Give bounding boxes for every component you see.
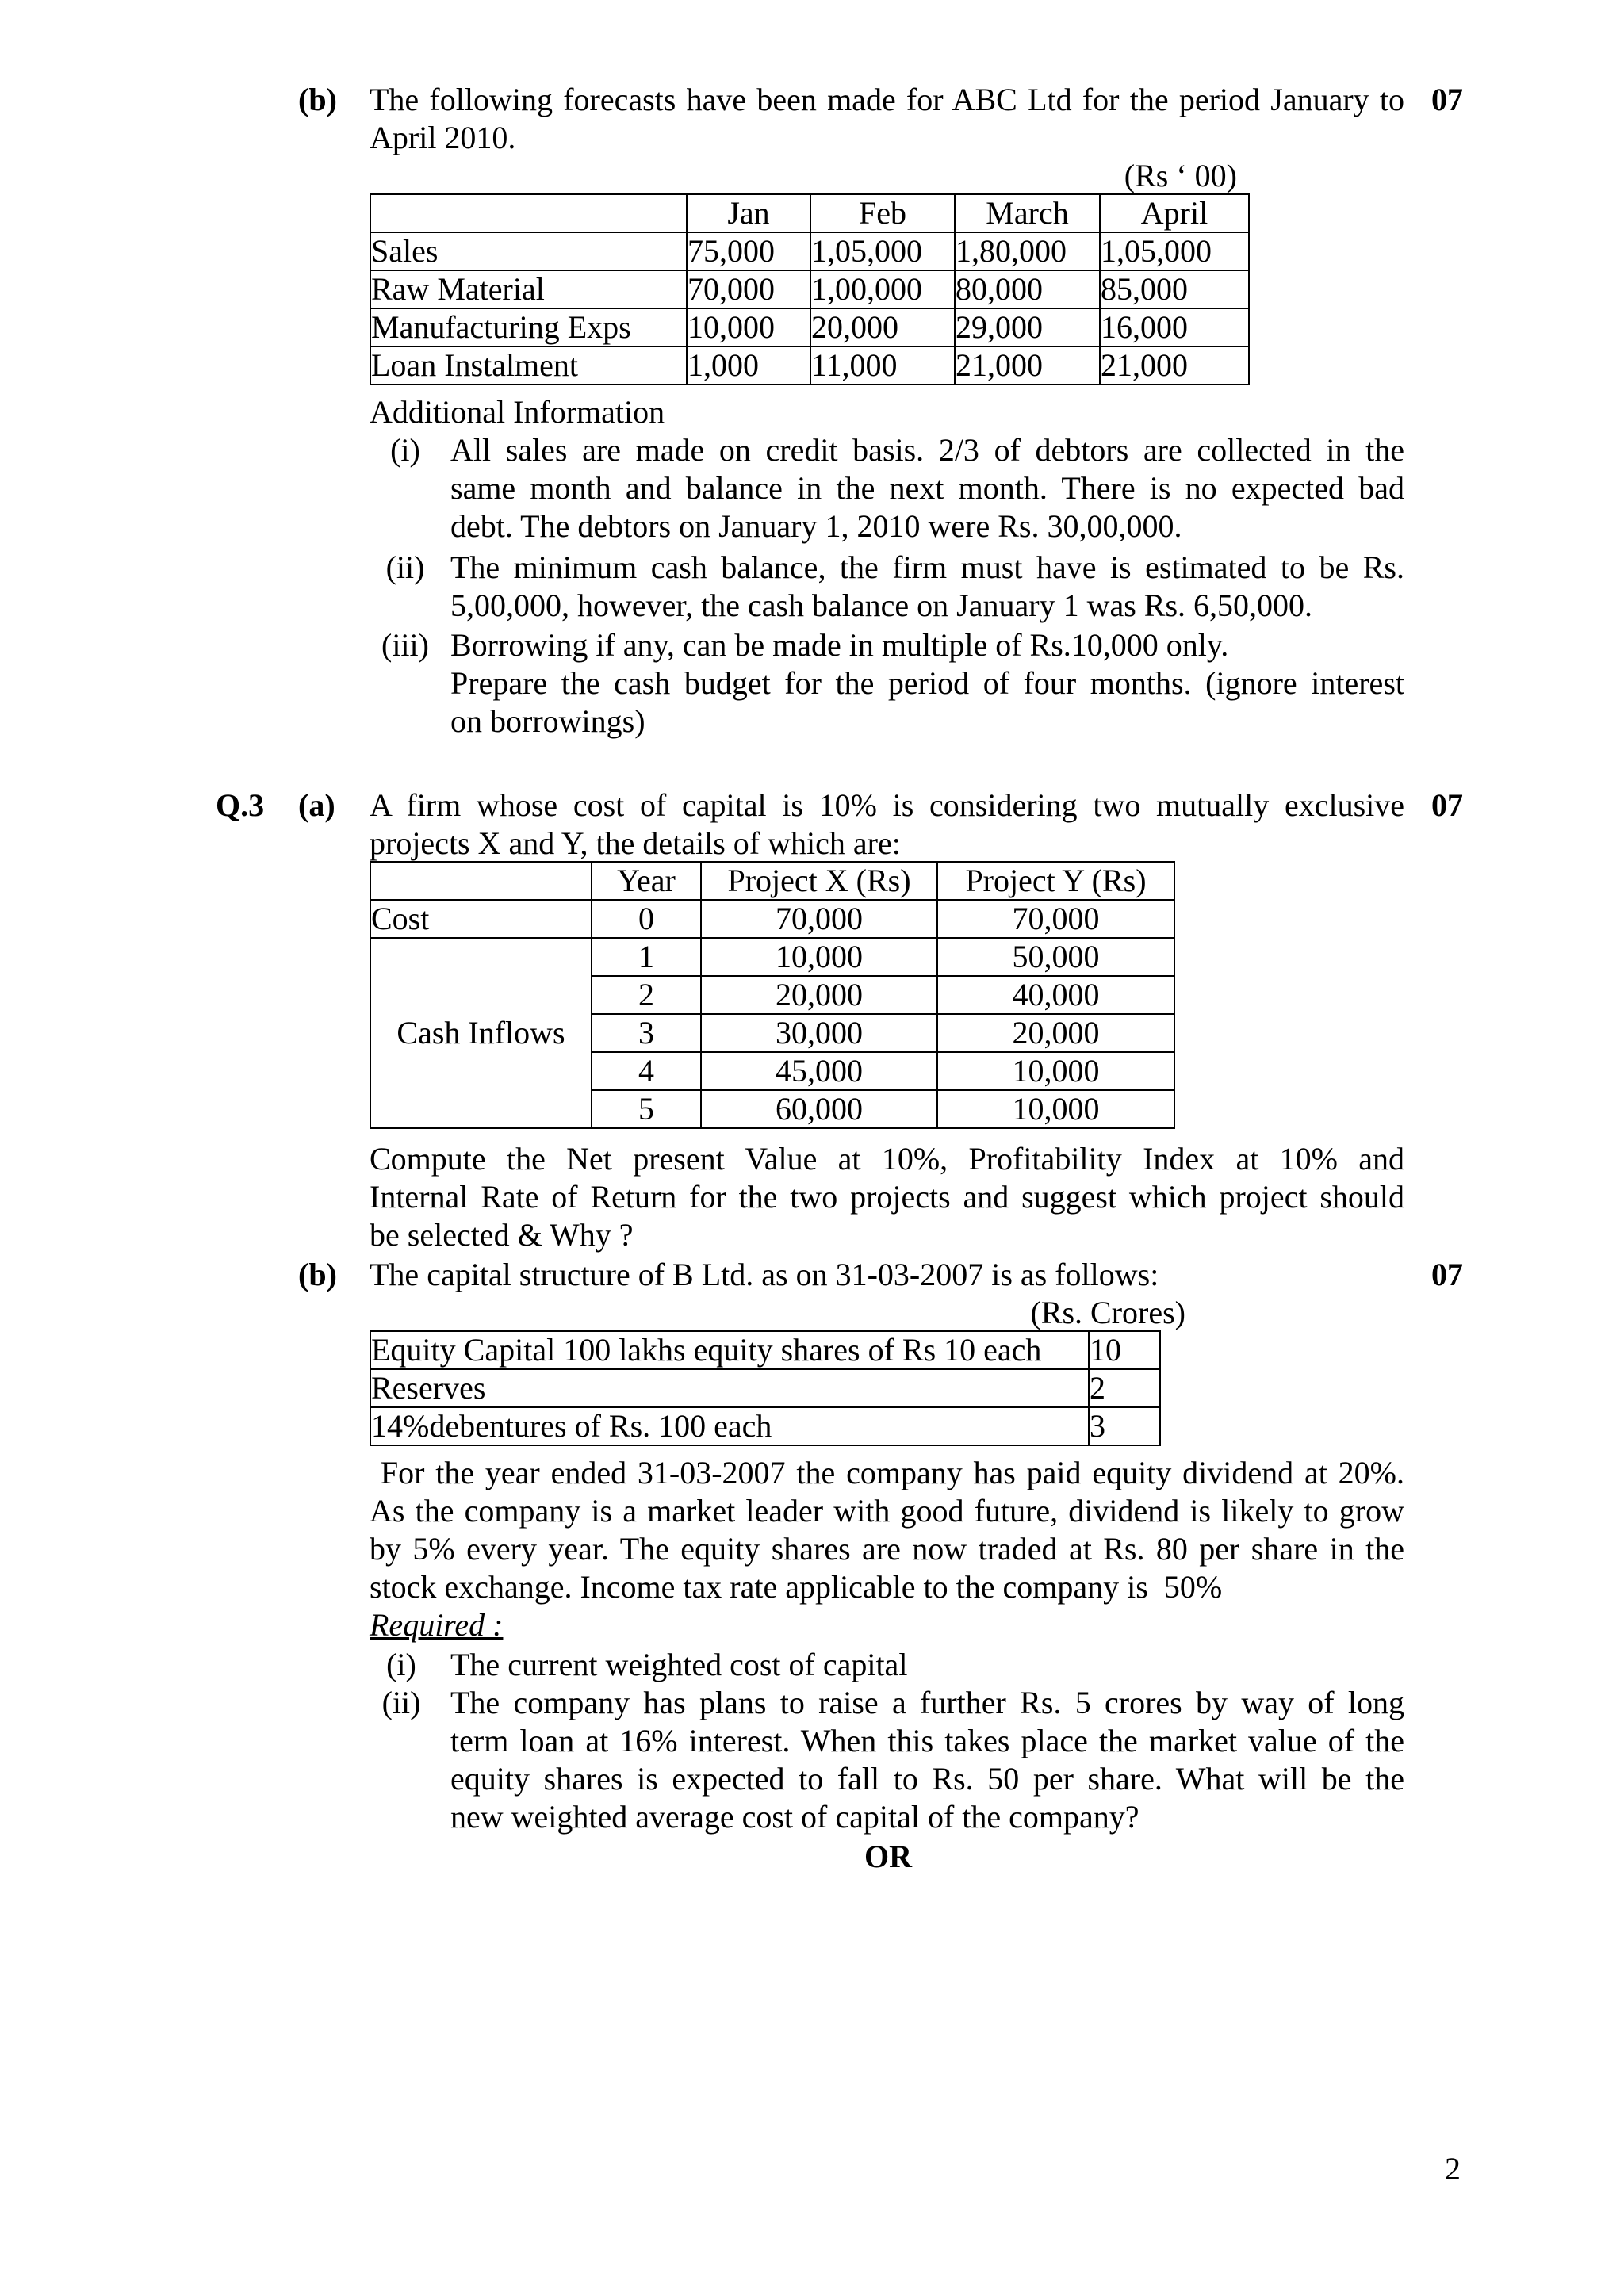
projects-header-cell: Year	[592, 862, 701, 900]
projects-cell: 70,000	[937, 900, 1174, 938]
forecast-header-row	[370, 194, 1249, 232]
q2b-unit: (Rs ‘ 00)	[1124, 158, 1237, 193]
cash-inflows-label: Cash Inflows	[370, 938, 592, 1128]
q3a-question-line: Compute the Net present Value at 10%, Profitability Index at 10% and	[370, 1141, 1404, 1177]
q3a-marks: 07	[1431, 787, 1463, 823]
projects-cell: 2	[592, 976, 701, 1014]
forecast-cell: 1,05,000	[810, 232, 955, 270]
forecast-row	[370, 270, 1249, 308]
projects-cell: 20,000	[937, 1014, 1174, 1052]
item-line: 5,00,000, however, the cash balance on January 1 was Rs. 6,50,000.	[450, 587, 1313, 623]
forecast-cell: 11,000	[810, 346, 955, 385]
q3a-label: (a)	[298, 787, 335, 823]
projects-cell: 1	[592, 938, 701, 976]
forecast-cell: 1,80,000	[955, 232, 1100, 270]
forecast-cell: 1,05,000	[1100, 232, 1249, 270]
projects-cell: 4	[592, 1052, 701, 1090]
q3b-para-line: by 5% every year. The equity shares are now traded at Rs. 80 per share in the	[370, 1531, 1404, 1567]
q2b-intro-line2: April 2010.	[370, 120, 516, 155]
projects-cost-row	[370, 900, 1174, 938]
forecast-header-cell: March	[955, 194, 1100, 232]
q3b-para-line: For the year ended 31-03-2007 the company has paid equity dividend at 20%.	[370, 1455, 1404, 1490]
forecast-row	[370, 346, 1249, 385]
projects-table	[370, 861, 1175, 1129]
additional-info-title: Additional Information	[370, 394, 665, 430]
forecast-cell: 29,000	[955, 308, 1100, 346]
item-line: Borrowing if any, can be made in multiple of Rs.10,000 only.	[450, 627, 1229, 663]
forecast-header-cell: April	[1100, 194, 1249, 232]
q2b-label: (b)	[298, 82, 337, 117]
q3a-intro-line1: A firm whose cost of capital is 10% is considering two mutually exclusive	[370, 787, 1404, 823]
q2b-intro-line1: The following forecasts have been made for ABC Ltd for the period January to	[370, 82, 1404, 117]
projects-cell: 5	[592, 1090, 701, 1128]
forecast-header-cell: Jan	[687, 194, 810, 232]
projects-inflow-row	[370, 938, 1174, 976]
forecast-row	[370, 232, 1249, 270]
forecast-row	[370, 308, 1249, 346]
capital-row	[370, 1331, 1160, 1369]
forecast-cell: 21,000	[955, 346, 1100, 385]
projects-cell: 50,000	[937, 938, 1174, 976]
req-item-number: (i)	[386, 1647, 416, 1682]
projects-cell: 30,000	[701, 1014, 937, 1052]
q3b-unit: (Rs. Crores)	[1030, 1295, 1185, 1330]
projects-cell: 60,000	[701, 1090, 937, 1128]
projects-header-cell: Project X (Rs)	[701, 862, 937, 900]
q3a-question-line: Internal Rate of Return for the two projects and suggest which project should	[370, 1179, 1404, 1215]
q3b-para-line: stock exchange. Income tax rate applicable to the company is 50%	[370, 1569, 1223, 1605]
req-item-line: new weighted average cost of capital of the company?	[450, 1799, 1139, 1835]
projects-cell: 40,000	[937, 976, 1174, 1014]
item-line: All sales are made on credit basis. 2/3 of debtors are collected in the	[450, 432, 1404, 468]
projects-cell: 10,000	[937, 1090, 1174, 1128]
item-line: debt. The debtors on January 1, 2010 were Rs. 30,00,000.	[450, 508, 1182, 544]
item-line: same month and balance in the next month. There is no expected bad	[450, 470, 1404, 506]
forecast-row-label: Manufacturing Exps	[370, 308, 687, 346]
projects-header-row	[370, 862, 1174, 900]
q3b-label: (b)	[298, 1257, 337, 1292]
cost-label: Cost	[370, 900, 592, 938]
projects-cell: 10,000	[701, 938, 937, 976]
req-item-line: The current weighted cost of capital	[450, 1647, 908, 1682]
projects-cell: 70,000	[701, 900, 937, 938]
q3a-intro-line2: projects X and Y, the details of which are:	[370, 825, 901, 861]
forecast-cell: 20,000	[810, 308, 955, 346]
projects-cell: 0	[592, 900, 701, 938]
required-heading: Required :	[370, 1607, 504, 1643]
projects-cell: 3	[592, 1014, 701, 1052]
forecast-cell: 70,000	[687, 270, 810, 308]
or-divider: OR	[864, 1839, 912, 1874]
capital-structure-table	[370, 1330, 1161, 1446]
forecast-cell: 10,000	[687, 308, 810, 346]
q3b-intro: The capital structure of B Ltd. as on 31-03-2007 is as follows:	[370, 1257, 1159, 1292]
capital-item: Equity Capital 100 lakhs equity shares of Rs 10 each	[370, 1331, 1089, 1369]
q3b-para-line: As the company is a market leader with good future, dividend is likely to grow	[370, 1493, 1404, 1529]
projects-cell: 45,000	[701, 1052, 937, 1090]
capital-item: 14%debentures of Rs. 100 each	[370, 1407, 1089, 1445]
q3a-question-line: be selected & Why ?	[370, 1217, 634, 1253]
projects-header-blank	[370, 862, 592, 900]
capital-row	[370, 1407, 1160, 1445]
req-item-line: The company has plans to raise a further Rs. 5 crores by way of long	[450, 1685, 1404, 1720]
projects-cell: 10,000	[937, 1052, 1174, 1090]
forecast-cell: 21,000	[1100, 346, 1249, 385]
page-number: 2	[1445, 2151, 1461, 2187]
capital-row	[370, 1369, 1160, 1407]
forecast-cell: 1,00,000	[810, 270, 955, 308]
capital-value: 2	[1089, 1369, 1160, 1407]
req-item-line: term loan at 16% interest. When this takes place the market value of the	[450, 1723, 1404, 1758]
item-number: (ii)	[385, 549, 425, 585]
forecast-row-label: Raw Material	[370, 270, 687, 308]
capital-value: 3	[1089, 1407, 1160, 1445]
req-item-line: equity shares is expected to fall to Rs. 50 per share. What will be the	[450, 1761, 1404, 1797]
forecast-cell: 75,000	[687, 232, 810, 270]
projects-header-cell: Project Y (Rs)	[937, 862, 1174, 900]
q2b-marks: 07	[1431, 82, 1463, 117]
instruction-line: on borrowings)	[450, 703, 645, 739]
forecast-header-cell: Feb	[810, 194, 955, 232]
forecast-cell: 85,000	[1100, 270, 1249, 308]
item-number: (iii)	[381, 627, 429, 663]
instruction-line: Prepare the cash budget for the period of four months. (ignore interest	[450, 665, 1404, 701]
item-line: The minimum cash balance, the firm must have is estimated to be Rs.	[450, 549, 1404, 585]
q3-number: Q.3	[216, 787, 265, 823]
capital-value: 10	[1089, 1331, 1160, 1369]
forecast-cell: 80,000	[955, 270, 1100, 308]
forecast-table	[370, 193, 1250, 385]
q3b-marks: 07	[1431, 1257, 1463, 1292]
item-number: (i)	[390, 432, 420, 468]
forecast-header-blank	[370, 194, 687, 232]
projects-cell: 20,000	[701, 976, 937, 1014]
forecast-cell: 16,000	[1100, 308, 1249, 346]
capital-item: Reserves	[370, 1369, 1089, 1407]
forecast-row-label: Sales	[370, 232, 687, 270]
req-item-number: (ii)	[381, 1685, 421, 1720]
forecast-row-label: Loan Instalment	[370, 346, 687, 385]
forecast-cell: 1,000	[687, 346, 810, 385]
